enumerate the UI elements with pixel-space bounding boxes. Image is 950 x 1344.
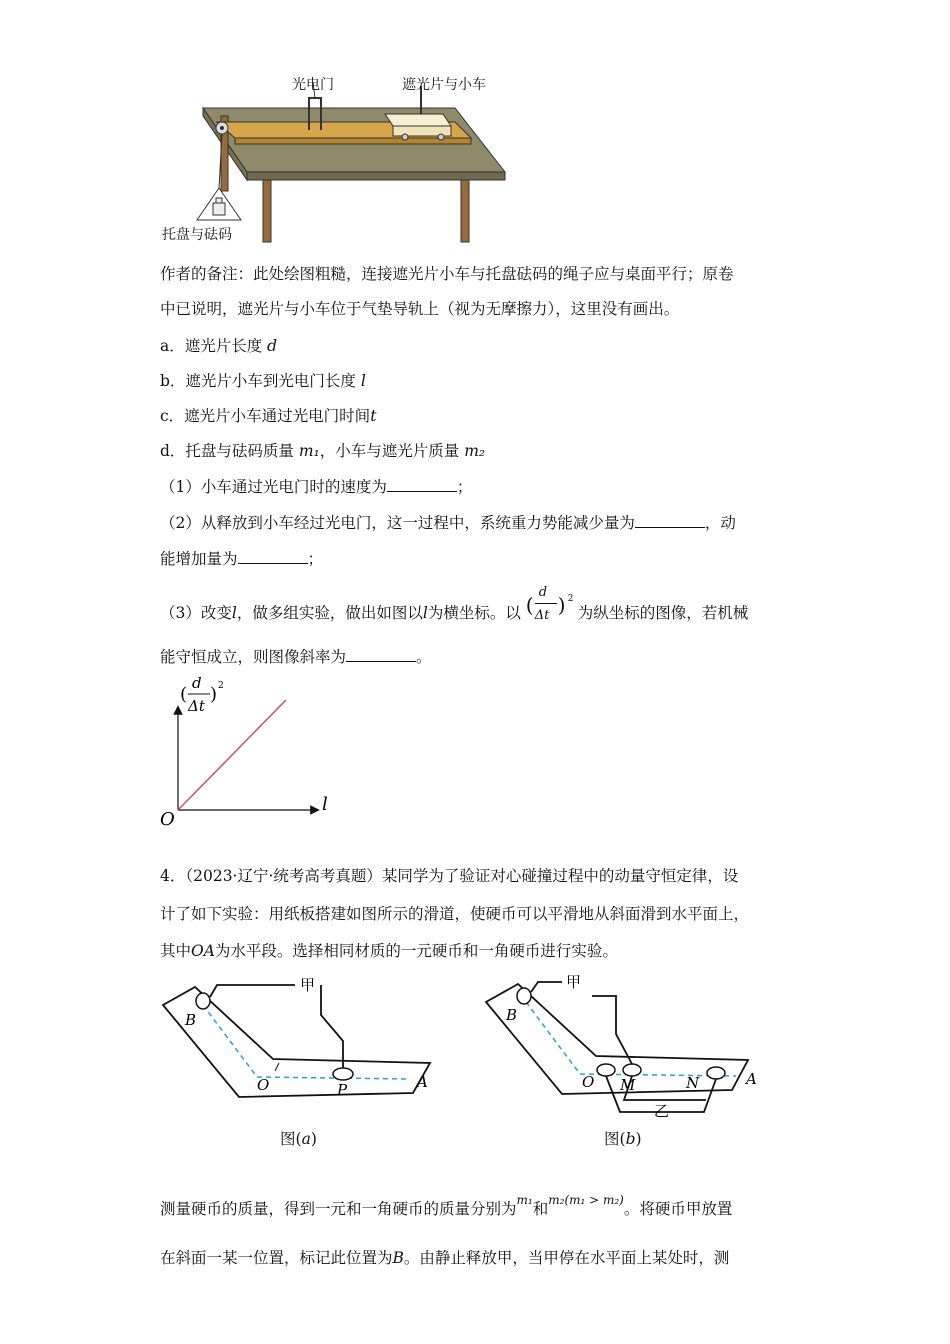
label-m: M (620, 1076, 636, 1094)
label-shield-cart: 遮光片与小车 (402, 77, 486, 93)
note-line: 中已说明，遮光片与小车位于气垫导轨上（视为无摩擦力），这里没有画出。 (160, 300, 680, 318)
coin-jia (517, 988, 531, 1004)
coin-jia (196, 993, 210, 1009)
option-d: d．托盘与砝码质量 m₁，小车与遮光片质量 m₂ (160, 442, 486, 460)
label-b: B (506, 1006, 518, 1024)
problem4-line: 计了如下实验：用纸板搭建如图所示的滑道，使硬币可以平滑地从斜面滑到水平面上， (160, 905, 750, 923)
label-jia: 甲 (300, 976, 316, 994)
label-p: P (337, 1081, 348, 1099)
question-3-cont: 能守恒成立，则图像斜率为 。 (160, 648, 432, 666)
question-3: （3）改变l，做多组实验，做出如图以l为横坐标。以 ( d Δt ) 2 为纵坐标的图像，若机械 (160, 585, 749, 623)
option-a: a．遮光片长度 d (160, 337, 278, 355)
note-line: 作者的备注：此处绘图粗糙，连接遮光片小车与托盘砝码的绳子应与桌面平行；原卷 (160, 265, 734, 283)
pointer-line (592, 996, 632, 1064)
pointer-line (321, 985, 343, 1068)
option-b: b．遮光片小车到光电门长度 l (160, 372, 366, 390)
caption-figure-a: 图(a) (280, 1130, 317, 1148)
y-label-den: Δt (188, 697, 205, 715)
answer-blank[interactable] (635, 513, 705, 528)
caption-figure-b: 图(b) (604, 1130, 642, 1148)
label-photogate: 光电门 (292, 77, 334, 93)
label-o: O (582, 1073, 595, 1091)
track-centerline (203, 1005, 407, 1079)
problem4-line: 其中OA为水平段。选择相同材质的一元硬币和一角硬币进行实验。 (160, 942, 618, 960)
problem4-line: 4．（2023·辽宁·统考高考真题）某同学为了验证对心碰撞过程中的动量守恒定律，设 (160, 867, 739, 885)
coin-at-p (333, 1068, 353, 1080)
option-c: c．遮光片小车通过光电门时间t (160, 407, 377, 425)
label-a: A (746, 1070, 757, 1088)
y-paren-open: ( (180, 684, 188, 705)
graph-line (178, 700, 286, 810)
cart (385, 114, 451, 126)
bottom-line-2: 在斜面一某一位置，标记此位置为B。由静止释放甲，当甲停在水平面上某处时，测 (160, 1249, 730, 1267)
y-label-num: d (192, 674, 202, 692)
question-2: （2）从释放到小车经过光电门，这一过程中，系统重力势能减少量为 ，动 (160, 514, 736, 532)
label-a: A (417, 1073, 428, 1091)
answer-blank[interactable] (387, 477, 457, 492)
label-n: N (686, 1074, 700, 1092)
table-edge (247, 172, 505, 180)
bottom-line-1: 测量硬币的质量，得到一元和一角硬币的质量分别为$^{m_1}$和$^{m_2(m_1 > m_2)}$。将硬币甲放置 (160, 1193, 733, 1218)
y-paren-close: ) (210, 684, 218, 705)
question-2-cont: 能增加量为 ； (160, 550, 324, 568)
label-tray-weights: 托盘与砝码 (162, 227, 232, 243)
coin-at-o (597, 1064, 615, 1076)
label-yi: 乙 (654, 1102, 670, 1120)
pointer-line (531, 982, 562, 992)
label-jia: 甲 (566, 973, 582, 991)
pointer-line (210, 985, 295, 997)
coin-at-m (623, 1064, 641, 1076)
graph (150, 670, 350, 830)
label-o: O (257, 1076, 270, 1094)
apparatus-figure (155, 70, 515, 250)
table-leg (461, 180, 469, 242)
coin-at-n (707, 1067, 725, 1079)
x-label: l (322, 794, 328, 815)
figure-a (155, 975, 445, 1105)
figure-b (478, 972, 778, 1122)
y-label-exp: 2 (218, 681, 224, 691)
table-leg (263, 180, 271, 242)
label-b: B (185, 1011, 197, 1029)
question-1: （1）小车通过光电门时的速度为 ； (160, 478, 473, 496)
weight (213, 203, 225, 215)
answer-blank[interactable] (346, 647, 416, 662)
origin-label: O (160, 809, 175, 830)
answer-blank[interactable] (238, 549, 308, 564)
fraction-expression: ( d Δt ) 2 (525, 585, 574, 623)
